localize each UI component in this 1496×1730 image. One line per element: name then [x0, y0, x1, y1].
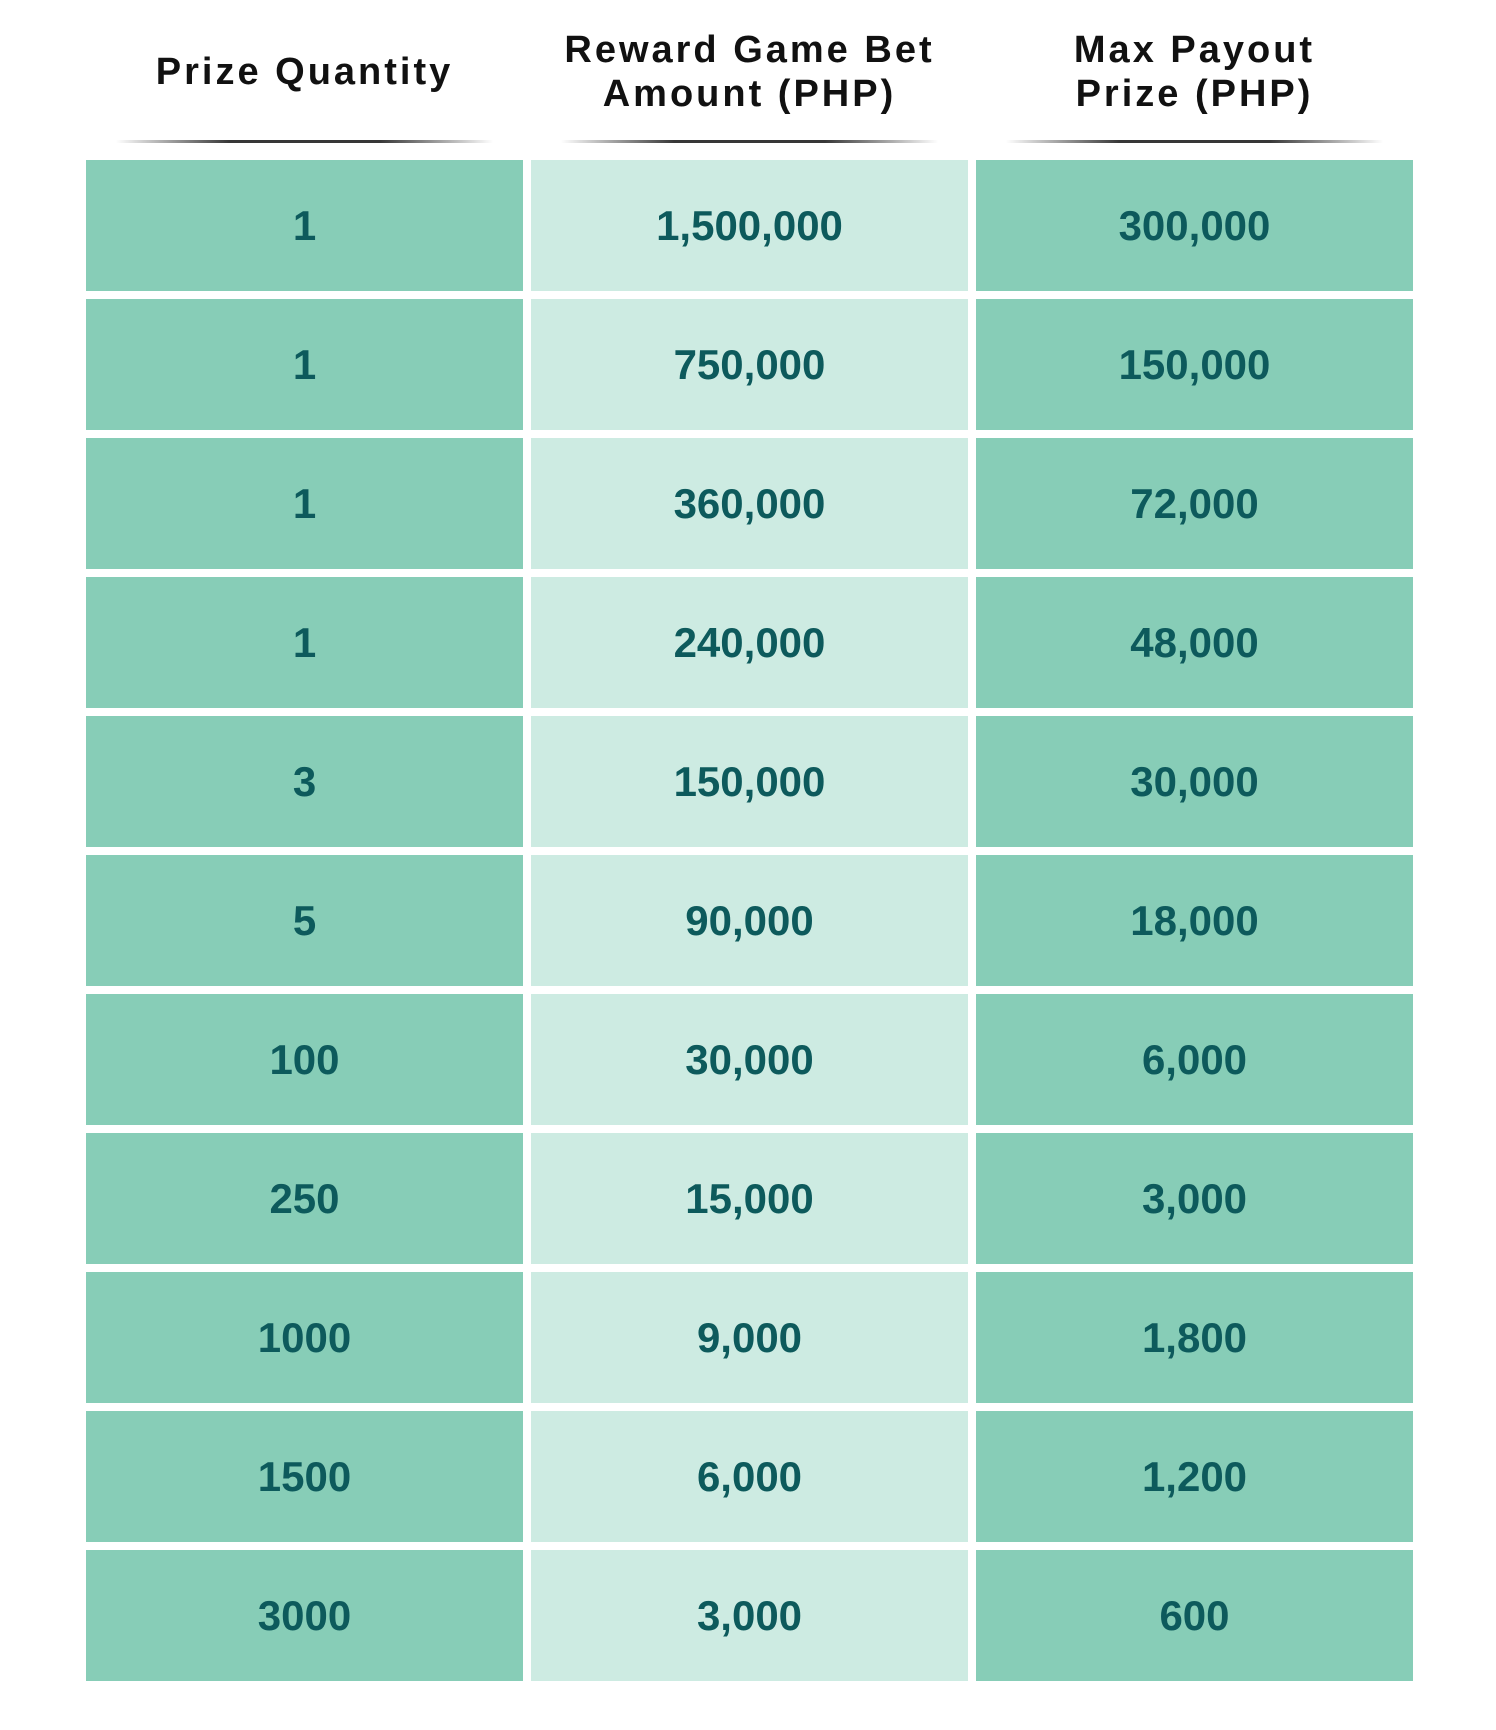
bet-amount-cell: 6,000	[531, 1411, 968, 1542]
header-underline	[116, 140, 493, 143]
prize-quantity-cell: 5	[86, 855, 523, 986]
max-payout-cell: 30,000	[976, 716, 1413, 847]
bet-amount-cell: 90,000	[531, 855, 968, 986]
prize-quantity-cell: 1	[86, 438, 523, 569]
prize-table	[86, 0, 1413, 1681]
table-row	[86, 1272, 1413, 1403]
bet-amount-cell: 3,000	[531, 1550, 968, 1681]
header-underline	[561, 140, 938, 143]
bet-amount-cell: 360,000	[531, 438, 968, 569]
max-payout-cell: 18,000	[976, 855, 1413, 986]
prize-quantity-cell: 1500	[86, 1411, 523, 1542]
header-label: Prize Quantity	[155, 51, 454, 93]
bet-amount-cell: 240,000	[531, 577, 968, 708]
max-payout-cell: 3,000	[976, 1133, 1413, 1264]
bet-amount-cell: 9,000	[531, 1272, 968, 1403]
header-underline	[1006, 140, 1383, 143]
max-payout-cell: 72,000	[976, 438, 1413, 569]
bet-amount-cell: 150,000	[531, 716, 968, 847]
max-payout-cell: 48,000	[976, 577, 1413, 708]
prize-quantity-cell: 1	[86, 299, 523, 430]
bet-amount-cell: 750,000	[531, 299, 968, 430]
prize-quantity-cell: 3	[86, 716, 523, 847]
max-payout-cell: 1,200	[976, 1411, 1413, 1542]
prize-quantity-cell: 1	[86, 577, 523, 708]
max-payout-cell: 600	[976, 1550, 1413, 1681]
prize-quantity-cell: 250	[86, 1133, 523, 1264]
prize-quantity-cell: 3000	[86, 1550, 523, 1681]
table-row	[86, 1133, 1413, 1264]
header-prize-quantity	[86, 0, 523, 160]
max-payout-cell: 6,000	[976, 994, 1413, 1125]
prize-quantity-cell: 1	[86, 160, 523, 291]
prize-quantity-cell: 100	[86, 994, 523, 1125]
max-payout-cell: 300,000	[976, 160, 1413, 291]
header-label: Reward Game Bet Amount (PHP)	[564, 29, 935, 115]
table-row	[86, 1550, 1413, 1681]
table-row	[86, 577, 1413, 708]
bet-amount-cell: 30,000	[531, 994, 968, 1125]
header-reward-game-bet-amount	[531, 0, 968, 160]
table-row	[86, 160, 1413, 291]
table-row	[86, 1411, 1413, 1542]
bet-amount-cell: 15,000	[531, 1133, 968, 1264]
max-payout-cell: 1,800	[976, 1272, 1413, 1403]
max-payout-cell: 150,000	[976, 299, 1413, 430]
prize-quantity-cell: 1000	[86, 1272, 523, 1403]
table-row	[86, 299, 1413, 430]
table-row	[86, 855, 1413, 986]
table-row	[86, 716, 1413, 847]
table-body	[86, 160, 1413, 1681]
table-row	[86, 438, 1413, 569]
header-max-payout-prize	[976, 0, 1413, 160]
table-header	[86, 0, 1413, 160]
table-row	[86, 994, 1413, 1125]
header-label: Max Payout Prize (PHP)	[1073, 29, 1316, 115]
bet-amount-cell: 1,500,000	[531, 160, 968, 291]
